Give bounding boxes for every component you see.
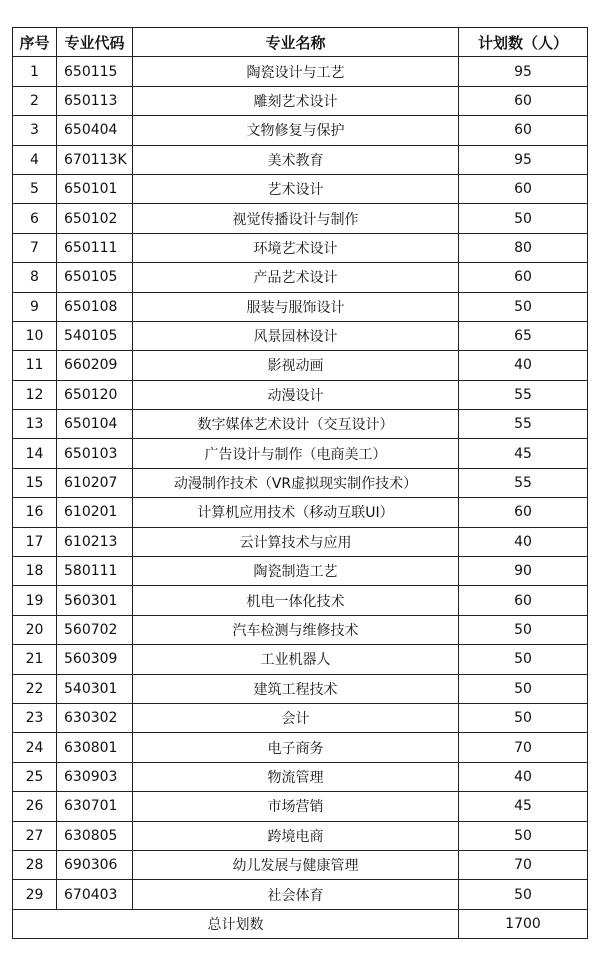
row-code: 650108 (57, 292, 133, 321)
row-name: 艺术设计 (133, 174, 459, 203)
row-seq: 6 (13, 204, 57, 233)
row-seq: 26 (13, 792, 57, 821)
row-name: 云计算技术与应用 (133, 527, 459, 556)
row-plan: 50 (459, 292, 588, 321)
header-plan: 计划数（人） (459, 28, 588, 57)
row-plan: 95 (459, 57, 588, 86)
row-code: 650115 (57, 57, 133, 86)
row-name: 计算机应用技术（移动互联UI） (133, 498, 459, 527)
row-seq: 8 (13, 263, 57, 292)
row-seq: 12 (13, 380, 57, 409)
row-plan: 50 (459, 880, 588, 909)
row-plan: 60 (459, 263, 588, 292)
row-seq: 17 (13, 527, 57, 556)
row-code: 610207 (57, 468, 133, 497)
row-plan: 50 (459, 703, 588, 732)
row-plan: 50 (459, 674, 588, 703)
table-row (13, 204, 588, 233)
row-code: 650102 (57, 204, 133, 233)
row-code: 610201 (57, 498, 133, 527)
row-plan: 60 (459, 116, 588, 145)
table-row (13, 439, 588, 468)
header-code: 专业代码 (57, 28, 133, 57)
row-seq: 5 (13, 174, 57, 203)
row-name: 陶瓷制造工艺 (133, 557, 459, 586)
row-name: 美术教育 (133, 145, 459, 174)
table-row (13, 321, 588, 350)
table-row (13, 498, 588, 527)
row-plan: 50 (459, 615, 588, 644)
row-seq: 29 (13, 880, 57, 909)
row-seq: 25 (13, 762, 57, 791)
row-name: 机电一体化技术 (133, 586, 459, 615)
row-code: 650120 (57, 380, 133, 409)
row-plan: 40 (459, 351, 588, 380)
table-row (13, 645, 588, 674)
row-plan: 60 (459, 86, 588, 115)
row-plan: 50 (459, 204, 588, 233)
table-row (13, 557, 588, 586)
total-row (13, 909, 588, 938)
table-row (13, 174, 588, 203)
row-name: 风景园林设计 (133, 321, 459, 350)
row-code: 560702 (57, 615, 133, 644)
header-row (13, 28, 588, 57)
row-plan: 50 (459, 645, 588, 674)
row-name: 社会体育 (133, 880, 459, 909)
row-plan: 70 (459, 850, 588, 879)
row-name: 汽车检测与维修技术 (133, 615, 459, 644)
table-row (13, 380, 588, 409)
row-seq: 9 (13, 292, 57, 321)
row-name: 跨境电商 (133, 821, 459, 850)
row-code: 650103 (57, 439, 133, 468)
row-plan: 45 (459, 439, 588, 468)
row-plan: 60 (459, 498, 588, 527)
row-seq: 2 (13, 86, 57, 115)
table-row (13, 527, 588, 556)
table-row (13, 733, 588, 762)
row-code: 630801 (57, 733, 133, 762)
table-row (13, 57, 588, 86)
table-body (13, 57, 588, 909)
row-code: 670403 (57, 880, 133, 909)
row-name: 文物修复与保护 (133, 116, 459, 145)
row-code: 540105 (57, 321, 133, 350)
table-row (13, 880, 588, 909)
row-name: 服装与服饰设计 (133, 292, 459, 321)
row-seq: 10 (13, 321, 57, 350)
table-row (13, 792, 588, 821)
row-name: 动漫设计 (133, 380, 459, 409)
row-plan: 55 (459, 410, 588, 439)
row-name: 建筑工程技术 (133, 674, 459, 703)
row-seq: 27 (13, 821, 57, 850)
row-seq: 21 (13, 645, 57, 674)
row-seq: 14 (13, 439, 57, 468)
row-seq: 11 (13, 351, 57, 380)
row-code: 540301 (57, 674, 133, 703)
row-code: 630805 (57, 821, 133, 850)
header-name: 专业名称 (133, 28, 459, 57)
row-code: 650111 (57, 233, 133, 262)
row-name: 视觉传播设计与制作 (133, 204, 459, 233)
row-name: 幼儿发展与健康管理 (133, 850, 459, 879)
row-code: 650101 (57, 174, 133, 203)
row-name: 物流管理 (133, 762, 459, 791)
row-seq: 16 (13, 498, 57, 527)
row-seq: 18 (13, 557, 57, 586)
row-name: 环境艺术设计 (133, 233, 459, 262)
header-seq: 序号 (13, 28, 57, 57)
row-name: 电子商务 (133, 733, 459, 762)
table-row (13, 86, 588, 115)
total-value: 1700 (459, 909, 588, 938)
row-seq: 4 (13, 145, 57, 174)
row-seq: 1 (13, 57, 57, 86)
row-plan: 45 (459, 792, 588, 821)
row-name: 广告设计与制作（电商美工） (133, 439, 459, 468)
row-plan: 80 (459, 233, 588, 262)
row-seq: 24 (13, 733, 57, 762)
row-seq: 13 (13, 410, 57, 439)
row-name: 影视动画 (133, 351, 459, 380)
row-code: 690306 (57, 850, 133, 879)
table-row (13, 351, 588, 380)
row-plan: 60 (459, 586, 588, 615)
row-code: 560301 (57, 586, 133, 615)
row-plan: 55 (459, 380, 588, 409)
row-seq: 15 (13, 468, 57, 497)
table-row (13, 821, 588, 850)
row-plan: 40 (459, 527, 588, 556)
table-row (13, 410, 588, 439)
row-name: 陶瓷设计与工艺 (133, 57, 459, 86)
row-code: 560309 (57, 645, 133, 674)
row-name: 动漫制作技术（VR虚拟现实制作技术） (133, 468, 459, 497)
table-row (13, 292, 588, 321)
enrollment-plan-table (12, 27, 588, 939)
enrollment-plan-table-container (12, 27, 588, 939)
row-code: 650404 (57, 116, 133, 145)
row-code: 660209 (57, 351, 133, 380)
row-name: 产品艺术设计 (133, 263, 459, 292)
row-code: 650105 (57, 263, 133, 292)
table-row (13, 145, 588, 174)
table-row (13, 674, 588, 703)
row-seq: 20 (13, 615, 57, 644)
row-plan: 90 (459, 557, 588, 586)
row-seq: 28 (13, 850, 57, 879)
table-row (13, 762, 588, 791)
row-seq: 22 (13, 674, 57, 703)
row-code: 650104 (57, 410, 133, 439)
row-seq: 3 (13, 116, 57, 145)
table-row (13, 703, 588, 732)
row-plan: 95 (459, 145, 588, 174)
row-plan: 60 (459, 174, 588, 203)
row-plan: 50 (459, 821, 588, 850)
row-seq: 19 (13, 586, 57, 615)
row-code: 580111 (57, 557, 133, 586)
table-row (13, 263, 588, 292)
row-code: 650113 (57, 86, 133, 115)
row-plan: 40 (459, 762, 588, 791)
table-row (13, 233, 588, 262)
row-name: 数字媒体艺术设计（交互设计） (133, 410, 459, 439)
row-name: 雕刻艺术设计 (133, 86, 459, 115)
table-row (13, 586, 588, 615)
row-plan: 55 (459, 468, 588, 497)
row-name: 工业机器人 (133, 645, 459, 674)
table-row (13, 615, 588, 644)
row-seq: 23 (13, 703, 57, 732)
row-plan: 65 (459, 321, 588, 350)
row-code: 630701 (57, 792, 133, 821)
row-code: 610213 (57, 527, 133, 556)
row-name: 会计 (133, 703, 459, 732)
row-code: 670113K (57, 145, 133, 174)
row-code: 630903 (57, 762, 133, 791)
row-seq: 7 (13, 233, 57, 262)
row-plan: 70 (459, 733, 588, 762)
table-row (13, 468, 588, 497)
table-row (13, 116, 588, 145)
row-code: 630302 (57, 703, 133, 732)
row-name: 市场营销 (133, 792, 459, 821)
table-row (13, 850, 588, 879)
total-label: 总计划数 (13, 909, 459, 938)
